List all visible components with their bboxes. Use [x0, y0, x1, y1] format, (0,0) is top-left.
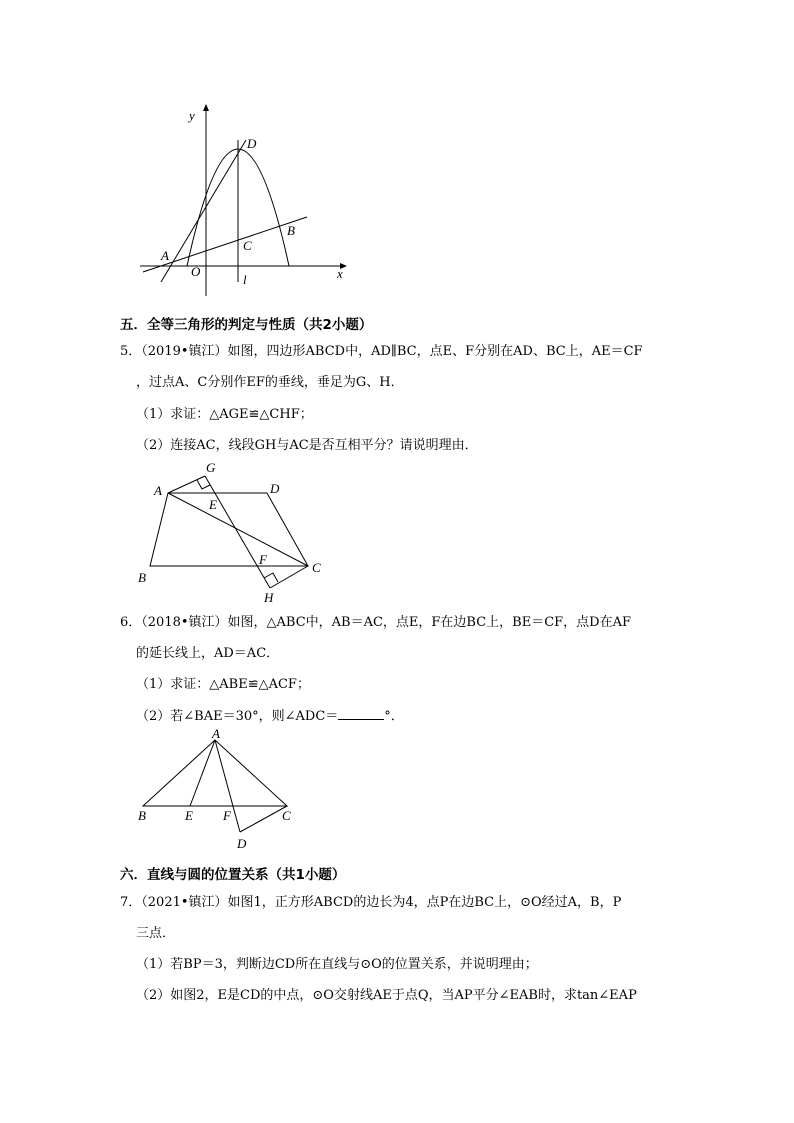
label-x: x: [337, 266, 343, 281]
label-B: B: [138, 570, 146, 585]
label-y: y: [189, 108, 195, 123]
label-D: D: [270, 481, 280, 496]
problem6-line1: 6．（2018•镇江）如图，△ABC中，AB＝AC，点E，F在边BC上，BE＝CF，点D在AF: [120, 615, 632, 630]
section-heading-5: 五．全等三角形的判定与性质（共2小题）: [120, 317, 373, 333]
answer-blank: [338, 707, 384, 720]
label-C: C: [312, 560, 321, 575]
label-A: A: [212, 728, 220, 741]
problem7-line2: 三点．: [136, 926, 176, 941]
label-A: A: [161, 248, 169, 263]
quadrilateral-figure: [130, 458, 340, 606]
problem6-line2: 的延长线上，AD＝AC．: [136, 646, 280, 661]
section-heading-6: 六．直线与圆的位置关系（共1小题）: [120, 867, 346, 883]
label-F: F: [223, 808, 231, 823]
triangle-figure: [130, 728, 300, 854]
label-O: O: [191, 264, 201, 279]
label-G: G: [206, 460, 216, 475]
problem7-q1: （1）若BP＝3，判断边CD所在直线与⊙O的位置关系，并说明理由；: [136, 957, 538, 972]
problem6-q1: （1）求证：△ABE≌△ACF；: [136, 677, 310, 692]
label-E: E: [185, 808, 193, 823]
label-C: C: [282, 808, 291, 823]
problem5-q1: （1）求证：△AGE≌△CHF；: [136, 407, 313, 422]
problem6-q2-text: （2）若∠BAE＝30°，则∠ADC＝: [136, 709, 339, 724]
label-H: H: [264, 590, 274, 605]
label-l: l: [243, 272, 247, 287]
problem7-line1: 7．（2021•镇江）如图1，正方形ABCD的边长为4，点P在边BC上，⊙O经过A，B，P: [120, 895, 622, 910]
label-D: D: [247, 136, 257, 151]
label-E: E: [209, 497, 217, 512]
problem5-line1: 5．（2019•镇江）如图，四边形ABCD中，AD∥BC，点E、F分别在AD、BC上，AE＝CF: [120, 344, 643, 359]
label-A: A: [154, 483, 162, 498]
label-B: B: [287, 223, 295, 238]
problem6-q2-unit: °．: [384, 709, 404, 724]
label-C: C: [243, 238, 252, 253]
problem5-q2: （2）连接AC，线段GH与AC是否互相平分？请说明理由．: [136, 438, 478, 453]
problem6-q2: [136, 707, 404, 726]
label-D: D: [237, 836, 247, 851]
problem5-line2: ，过点A、C分别作EF的垂线，垂足为G、H．: [136, 375, 404, 390]
problem7-q2: （2）如图2，E是CD的中点，⊙O交射线AE于点Q，当AP平分∠EAB时，求tan∠EAP: [136, 988, 637, 1003]
parabola-figure: [135, 100, 355, 300]
label-F: F: [259, 552, 267, 567]
label-B: B: [138, 808, 146, 823]
